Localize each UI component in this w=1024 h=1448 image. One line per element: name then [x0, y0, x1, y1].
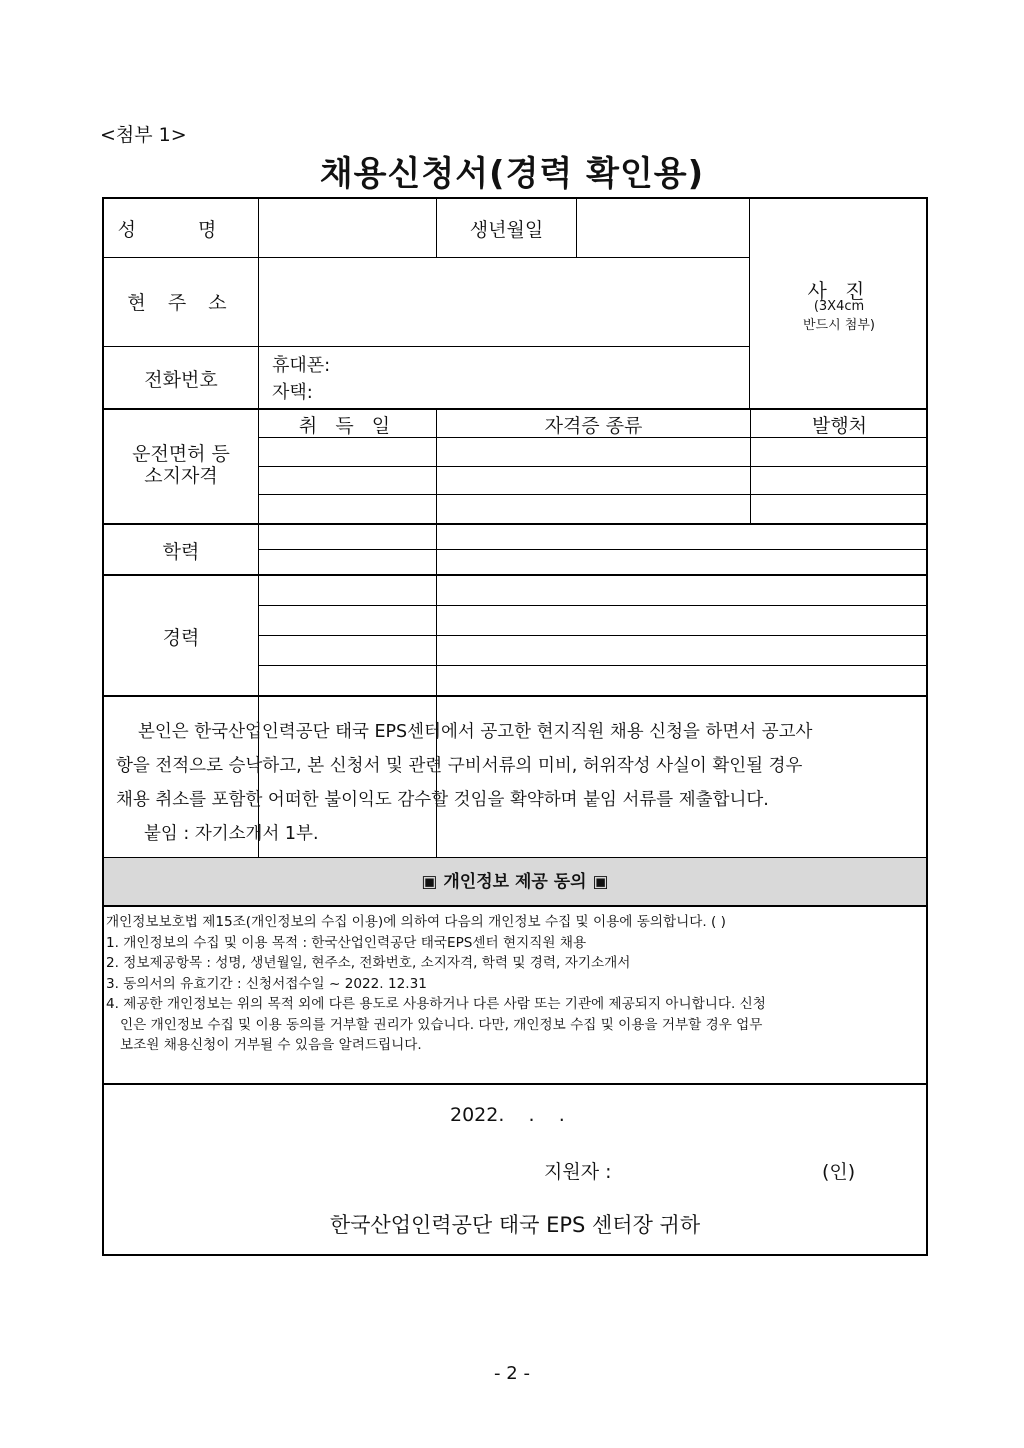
phone-label: 전화번호 — [144, 369, 218, 391]
photo-note: 반드시 첨부) — [803, 318, 875, 333]
seal-mark: (인) — [822, 1161, 856, 1183]
consent-text — [106, 912, 922, 1056]
col-license-type: 자격증 종류 — [544, 415, 643, 437]
divider — [576, 199, 577, 258]
photo-box — [750, 199, 928, 408]
photo-size: (3X4cm — [813, 299, 865, 314]
consent-intro: 개인정보보호법 제15조(개인정보의 수집 이용)에 의하여 다음의 개인정보 수집 및 이용에 동의합니다. ( ) — [106, 914, 726, 930]
address-field[interactable] — [260, 259, 748, 345]
divider — [104, 574, 926, 576]
phone-field[interactable] — [354, 348, 748, 406]
declaration-text — [116, 715, 914, 851]
divider — [104, 523, 926, 525]
license-label-line2: 소지자격 — [144, 465, 218, 487]
consent-item: 3. 동의서의 유효기간 : 신청서접수일 ~ 2022. 12.31 — [106, 975, 427, 992]
divider — [258, 605, 926, 606]
page-title: 채용신청서(경력 확인용) — [319, 154, 705, 194]
photo-title: 사 진 — [807, 279, 871, 303]
addressee: 한국산업인력공단 태국 EPS 센터장 귀하 — [329, 1213, 701, 1237]
name-field[interactable] — [260, 201, 435, 256]
application-form — [102, 197, 928, 1256]
license-section-label — [104, 443, 258, 487]
declaration-line: 본인은 한국산업인력공단 태국 EPS센터에서 공고한 현지직원 채용 신청을 하면서 공고사 — [138, 722, 813, 742]
divider — [258, 199, 259, 409]
col-acquired-date: 취 득 일 — [298, 415, 397, 437]
declaration-attachment: 붙임 : 자기소개서 1부. — [144, 824, 319, 844]
divider — [258, 466, 926, 467]
applicant-signature-field[interactable] — [634, 1151, 814, 1183]
birthdate-label: 생년월일 — [469, 219, 544, 241]
divider — [104, 1083, 926, 1085]
career-label: 경력 — [162, 627, 200, 649]
license-label-line1: 운전면허 등 — [132, 443, 230, 465]
declaration-line: 항을 전적으로 승낙하고, 본 신청서 및 관련 구비서류의 미비, 허위작성 사실이 확인될 경우 — [116, 756, 803, 776]
consent-item: 4. 제공한 개인정보는 위의 목적 외에 다른 용도로 사용하거나 다른 사람 또는 기관에 제공되지 아니합니다. 신청 — [106, 996, 766, 1012]
divider — [104, 905, 926, 907]
divider — [258, 494, 926, 495]
applicant-label: 지원자 : — [544, 1161, 612, 1183]
home-phone-label: 자택: — [272, 382, 313, 403]
consent-item: 보조원 채용신청이 거부될 수 있음을 알려드립니다. — [120, 1037, 422, 1053]
divider — [258, 635, 926, 636]
education-label: 학력 — [162, 541, 200, 563]
col-issuer: 발행처 — [811, 415, 868, 437]
consent-item: 2. 정보제공항목 : 성명, 생년월일, 현주소, 전화번호, 소지자격, 학력 및 경력, 자기소개서 — [106, 955, 631, 971]
divider — [258, 665, 926, 666]
mobile-label: 휴대폰: — [272, 355, 331, 376]
consent-item: 1. 개인정보의 수집 및 이용 목적 : 한국산업인력공단 태국EPS센터 현지직원 채용 — [106, 934, 587, 951]
consent-item: 인은 개인정보 수집 및 이용 동의를 거부할 권리가 있습니다. 다만, 개인정보 수집 및 이용을 거부할 경우 업무 — [120, 1016, 763, 1033]
page-number: - 2 - — [494, 1363, 530, 1384]
divider — [104, 695, 926, 697]
divider — [104, 408, 926, 410]
consent-heading: ▣ 개인정보 제공 동의 ▣ — [104, 858, 926, 906]
declaration-line: 채용 취소를 포함한 어떠한 불이익도 감수할 것임을 확약하며 붙임 서류를 제출합니다. — [116, 790, 769, 810]
name-label: 성 명 — [117, 219, 245, 241]
divider — [104, 346, 749, 347]
divider — [258, 549, 926, 550]
divider — [104, 257, 749, 258]
attachment-label: <첨부 1> — [100, 124, 187, 146]
address-label: 현 주 소 — [127, 292, 235, 314]
signature-date: 2022. . . — [450, 1104, 565, 1126]
birthdate-field[interactable] — [578, 201, 748, 256]
